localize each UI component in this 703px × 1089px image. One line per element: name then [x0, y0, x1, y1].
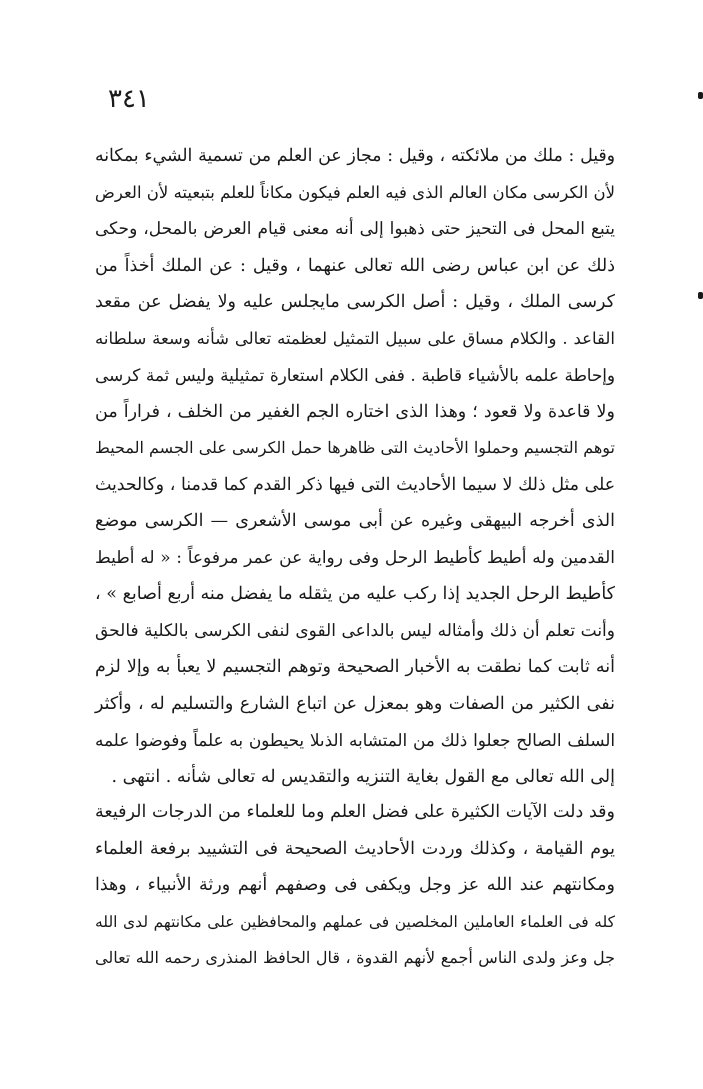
paragraph-2	[95, 794, 615, 977]
text-line: يتبع المحل فى التحيز حتى ذهبوا إلى أنه معنى قيام العرض بالمحل، وحكى	[95, 219, 615, 239]
margin-mark-middle	[698, 292, 703, 299]
text-line: القاعد . والكلام مساق على سبيل التمثيل لعظمته تعالى شأنه وسعة سلطانه	[95, 328, 615, 348]
text-line: وأنت تعلم أن ذلك وأمثاله ليس بالداعى القوى لنفى الكرسى بالكلية فالحق	[95, 620, 615, 641]
text-line: أنه ثابت كما نطقت به الأخبار الصحيحة وتوهم التجسيم لا يعبأ به وإلا لزم	[95, 657, 615, 677]
text-line: السلف الصالح جعلوا ذلك من المتشابه الذىلا يحيطون به علماً وفوضوا علمه	[95, 730, 615, 750]
text-line: وإحاطة علمه بالأشياء قاطبة . ففى الكلام استعارة تمثيلية وليس ثمة كرسى	[95, 365, 615, 385]
text-line: كأطيط الرحل الجديد إذا ركب عليه من يثقله ما يفضل منه أربع أصابع » ،	[95, 584, 615, 604]
text-line: القدمين وله أطيط كأطيط الرحل وفى رواية عن عمر مرفوعاً : « له أطيط	[95, 547, 615, 568]
text-line: كله فى العلماء العاملين المخلصين فى عملهم والمحافظين على مكانتهم لدى الله	[95, 912, 615, 931]
text-line: يوم القيامة ، وكذلك وردت الأحاديث الصحيحة فى التشييد برفعة العلماء	[95, 838, 615, 859]
text-line: وقد دلت الآيات الكثيرة على فضل العلم وما للعلماء من الدرجات الرفيعة	[95, 802, 615, 822]
text-line: لأن الكرسى مكان العالم الذى فيه العلم فيكون مكاناً للعلم بتبعيته لأن العرض	[94, 182, 615, 202]
text-line: ومكانتهم عند الله عز وجل ويكفى فى وصفهم أنهم ورثة الأنبياء ، وهذا	[95, 875, 615, 895]
paragraph-1	[95, 138, 615, 795]
text-line: وقيل : ملك من ملائكته ، وقيل : مجاز عن العلم من تسمية الشيء بمكانه	[95, 146, 615, 166]
text-line: كرسى الملك ، وقيل : أصل الكرسى مايجلس عليه ولا يفضل عن مقعد	[95, 292, 615, 312]
text-line: توهم التجسيم وحملوا الأحاديث التى ظاهرها حمل الكرسى على الجسم المحيط	[95, 438, 615, 457]
text-line: ذلك عن ابن عباس رضى الله تعالى عنهما ، وقيل : عن الملك أخذاً من	[95, 255, 615, 276]
text-line: جل وعز ولدى الناس أجمع لأنهم القدوة ، قال الحافظ المنذرى رحمه الله تعالى	[95, 948, 615, 967]
text-line: ولا قاعدة ولا قعود ؛ وهذا الذى اختاره الجم الغفير من الخلف ، فراراً من	[95, 401, 615, 422]
margin-mark-top	[698, 92, 703, 99]
page-number: ٣٤١	[108, 84, 150, 114]
text-line: نفى الكثير من الصفات وهو بمعزل عن اتباع الشارع والتسليم له ، وأكثر	[95, 693, 615, 714]
text-line: إلى الله تعالى مع القول بغاية التنزيه والتقديس له تعالى شأنه . انتهى .	[111, 766, 615, 787]
text-line: الذى أخرجه البيهقى وغيره عن أبى موسى الأشعرى — الكرسى موضع	[95, 511, 615, 531]
text-line: على مثل ذلك لا سيما الأحاديث التى فيها ذكر القدم كما قدمنا ، وكالحديث	[95, 474, 615, 495]
